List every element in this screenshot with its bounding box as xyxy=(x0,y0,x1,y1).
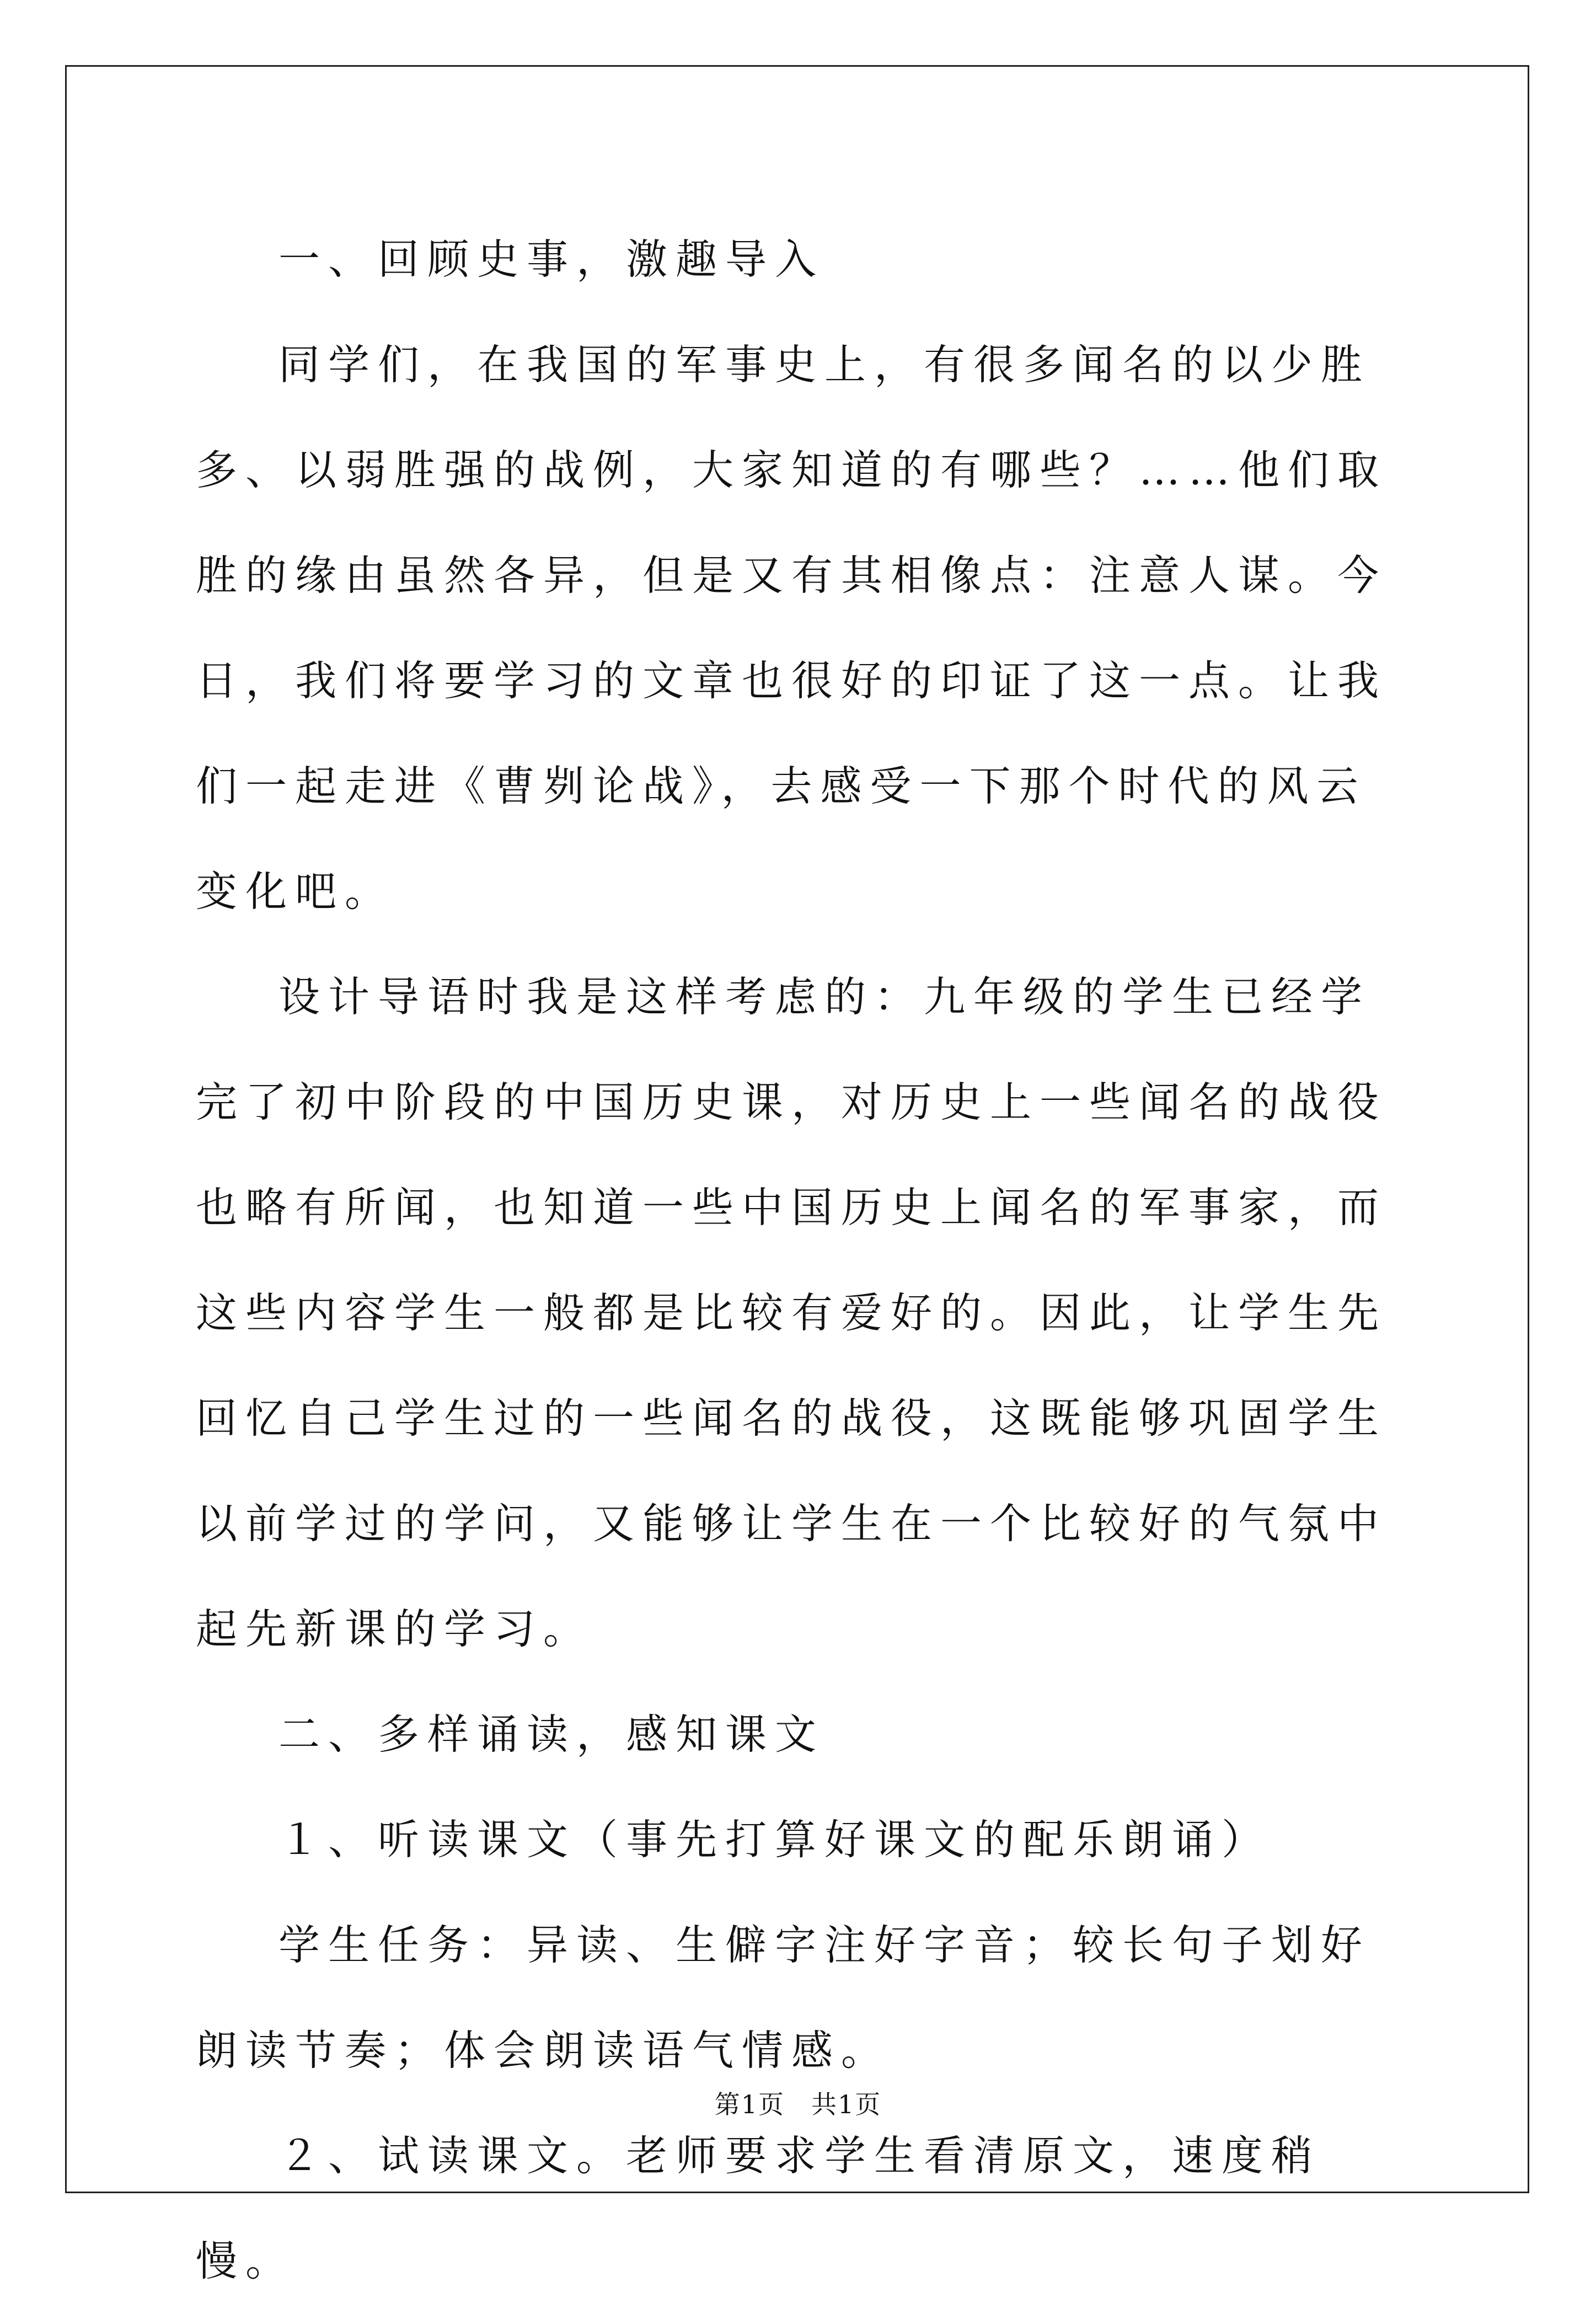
section-heading-2: 二、多样诵读，感知课文 xyxy=(279,1710,825,1759)
step-2: ２、试读课文。老师要求学生看清原文，速度稍慢。 xyxy=(196,2131,1321,2285)
page-number: 第1页 共1页 xyxy=(714,2089,882,2119)
paragraph-design-note: 设计导语时我是这样考虑的：九年级的学生已经学完了初中阶段的中国历史课，对历史上一些闻名的战役也略有所闻，也知道一些中国历史上闻名的军事家，而这些内容学生一般都是比较有爱好的。因此，让学生先回忆自己学生过的一些闻名的战役，这既能够巩固学生以前学过的学问，又能够让学生在一个比较好的气氛中起先新课的学习。 xyxy=(196,972,1388,1653)
section-heading-1: 一、回顾史事，激趣导入 xyxy=(279,235,825,284)
document-body xyxy=(196,207,1409,2314)
paragraph-intro: 同学们，在我国的军事史上，有很多闻名的以少胜多、以弱胜强的战例，大家知道的有哪些？……他们取胜的缘由虽然各异，但是又有其相像点：注意人谋。今日，我们将要学习的文章也很好的印证了这一点。让我们一起走进《曹刿论战》，去感受一下那个时代的风云变化吧。 xyxy=(196,340,1388,916)
step-1: １、听读课文（事先打算好课文的配乐朗诵） xyxy=(279,1815,1272,1864)
student-task: 学生任务：异读、生僻字注好字音；较长句子划好朗读节奏；体会朗读语气情感。 xyxy=(196,1921,1371,2075)
